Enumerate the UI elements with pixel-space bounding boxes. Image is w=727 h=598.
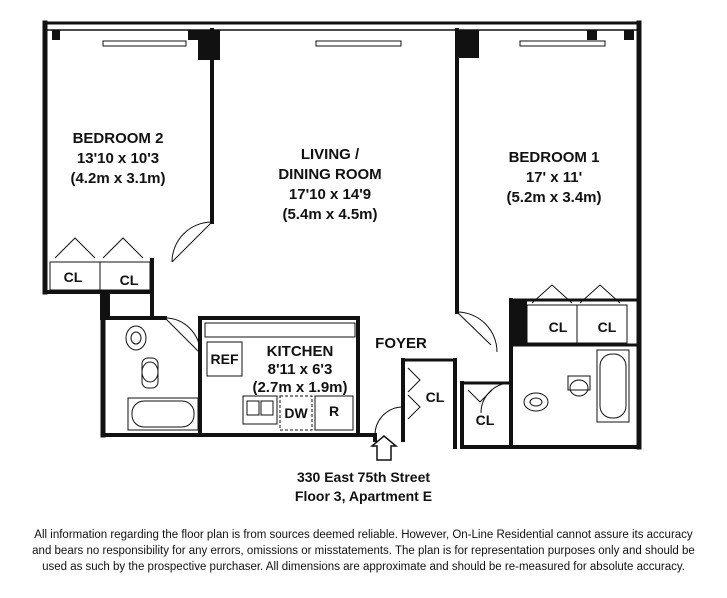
kitchen-name: KITCHEN [266, 343, 334, 360]
foyer-label [366, 334, 436, 354]
closet-label-hall: CL [475, 412, 495, 428]
bedroom2-label [68, 129, 168, 189]
living-label [268, 145, 392, 225]
bedroom2-size-m: (4.2m x 3.1m) [70, 170, 166, 187]
disclaimer-line3: used as such by the prospective purchaser. All dimensions are approximate and should be re-measured for absolute accuracy. [42, 561, 685, 573]
closet-label-foyer: CL [425, 389, 445, 405]
living-size-m: (5.4m x 4.5m) [282, 206, 378, 223]
bedroom2-size-ft: 13'10 x 10'3 [76, 150, 160, 167]
address-block [0, 468, 727, 506]
kitchen-size-ft: 8'11 x 6'3 [267, 361, 333, 378]
closet-label-bedroom2-b: CL [119, 272, 139, 288]
dishwasher-label: DW [284, 405, 308, 421]
living-name-line1: LIVING / [300, 146, 360, 163]
disclaimer [16, 527, 711, 575]
bedroom1-name: BEDROOM 1 [508, 149, 600, 166]
bedroom2-name: BEDROOM 2 [72, 130, 164, 147]
closet-label-bedroom1-a: CL [548, 319, 568, 335]
closet-label-bedroom2-a: CL [63, 269, 83, 285]
living-name-line2: DINING ROOM [278, 166, 382, 183]
bedroom1-label [497, 148, 611, 208]
bedroom1-size-ft: 17' x 11' [525, 169, 583, 186]
address-street: 330 East 75th Street [296, 469, 431, 485]
refrigerator-label: REF [210, 351, 239, 367]
address-unit: Floor 3, Apartment E [294, 488, 433, 504]
disclaimer-line2: and bears no responsibility for any errors, omissions or misstatements. The plan is for representation purposes only and should be [32, 545, 695, 557]
kitchen-size-m: (2.7m x 1.9m) [252, 379, 348, 396]
living-size-ft: 17'10 x 14'9 [288, 186, 372, 203]
range-label: R [328, 403, 340, 419]
disclaimer-line1: All information regarding the floor plan is from sources deemed reliable. However, On-Line Residential cannot assure its accuracy [34, 529, 693, 541]
closet-label-bedroom1-b: CL [597, 319, 617, 335]
foyer-name: FOYER [375, 335, 427, 352]
kitchen-label [246, 343, 354, 397]
bedroom1-size-m: (5.2m x 3.4m) [506, 189, 602, 206]
